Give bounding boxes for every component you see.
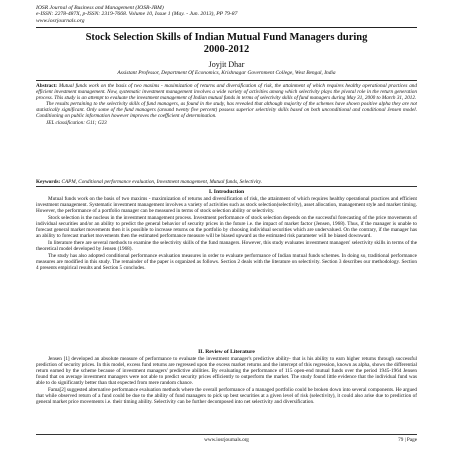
- journal-name: IOSR Journal of Business and Management (IOSR-JBM): [36, 5, 164, 11]
- section-2-body: [36, 356, 417, 406]
- author-name: Joyjit Dhar: [208, 60, 245, 69]
- keywords-rule: [36, 186, 417, 187]
- section-1-paragraph: Mutual funds work on the basis of two maxims - maximization of returns and diversification of risk, the attainment of which requires healthy operational practices and efficient investment management. Systematic investment management involves a variety of activities such as stock selection(selectivity), asset allocation, management style and market timing. However, the performance of a portfolio manager can be measured in terms of stock selection ability or selectivity.: [36, 196, 417, 215]
- section-2-heading: II. Review of Literature: [198, 349, 255, 355]
- footer-url[interactable]: www.iosrjournals.org: [204, 437, 249, 443]
- abstract-p1: Mutual funds work on the basis of two maxims - maximization of returns and diversification of risk, the attainment of which requires healthy operational practices and efficient investment management. Now, systematic investment management involves a wide variety of activities among which selectivity plays the pivotal role in the return generation process. This study is an attempt to evaluate the investment management of Indian mutual funds in terms of selectivity skills of fund managers during May 31, 2000 to March 31, 2012.: [36, 83, 417, 102]
- journal-header: [36, 5, 237, 24]
- abstract-p2: The results pertaining to the selectivity skills of fund managers, as found in the study, has revealed that although majority of the schemes have shown positive alpha they are not statistically significant. Only some of the fund managers (around twenty five percent) possess superior selectivity skills based on both unconditional and conditional Jensen model. Conditioning on public information however improves the coefficient of determination.: [36, 101, 417, 120]
- title-line-2: 2000-2012: [203, 44, 250, 55]
- keywords-text: CAPM, Conditional performance evaluation, Investment management, Mutual funds, Selectivity.: [61, 179, 262, 185]
- abstract: [36, 83, 417, 126]
- footer-rule: [36, 434, 417, 435]
- page-number: 79 | Page: [398, 437, 417, 443]
- author-affiliation: Assistant Professor, Department Of Economics, Krishnagar Government College, West Bengal, India: [117, 70, 336, 76]
- abstract-jel: JEL classification: G11; G23: [46, 119, 107, 126]
- journal-site[interactable]: www.iosrjournals.org: [36, 17, 85, 24]
- header-rule: [36, 27, 417, 28]
- title-line-1: Stock Selection Skills of Indian Mutual Fund Managers during: [85, 32, 368, 43]
- abstract-top-rule: [36, 80, 417, 81]
- section-1-heading: I. Introduction: [208, 189, 245, 195]
- abstract-label: Abstract:: [36, 83, 58, 89]
- section-1-body: [36, 196, 417, 272]
- section-1-paragraph: In literature there are several methods to examine the selectivity skills of the fund managers. However, this study evaluates investment managers' selectivity skills in terms of the theoretical model developed by Jensen (1968).: [36, 239, 417, 252]
- section-1-paragraph: Stock selection is the nucleus in the investment management process. Investment performance of stock selection depends on the successful forecasting of the price movements of individual securities and/or an ability to predict the general behavior of security prices in the future i.e. the impact of market factor (Jensen, 1968). Thus, if the manager is unable to forecast general market movements then it is possible to increase returns on the portfolio by choosing individual securities which are undervalued. On the contrary, if the manager has an ability to forecast market movements then the estimated performance measure will be biased upward as the estimated risk parameter will be biased downward.: [36, 214, 417, 240]
- journal-issn: e-ISSN: 2278-487X, p-ISSN: 2319-7668. Volume 10, Issue 1 (May. - Jun. 2013), PP 79-87: [36, 11, 238, 18]
- section-2-paragraph: Fama[2] suggested alternative performance evaluation methods where the overall performance of a managed portfolio could be broken down into several components. He argued that while observed return of a fund could be due to the ability of fund managers to pick up best securities at a given level of risk (selectivity), it could also arise due to prediction of general market price movements i.e. their timing ability. Selectivity can be further decomposed into net selectivity and diversification.: [36, 387, 417, 406]
- section-1-paragraph: The study has also adopted conditional performance evaluation measures in order to evaluate performance of Indian mutual funds schemes. In doing so, traditional performance measures are modified in this study. The remainder of the paper is organized as follows. Section 2 deals with the literature on selectivity. Section 3 describes our methodology. Section 4 presents empirical results and Section 5 concludes.: [36, 252, 417, 271]
- section-2-paragraph: Jensen [1] developed an absolute measure of performance to evaluate the investment manager's predictive ability- that is his ability to earn higher returns through successful prediction of security prices. In this model, excess fund returns are regressed upon the excess market returns and the intercept of this regression, known as alpha, shows the differential return earned by the scheme because of investment managers' predictive abilities. By evaluating the performance of 115 open-end mutual funds over the period 1945-1964 Jensen found that on average investment managers were not able to predict security prices efficiently to outperform the market. The study found little evidence that the individual fund was able to do significantly better than that expected from mere random chance.: [36, 356, 417, 387]
- keywords: [36, 179, 417, 185]
- paper-title: [40, 32, 413, 56]
- keywords-label: Keywords:: [36, 179, 61, 185]
